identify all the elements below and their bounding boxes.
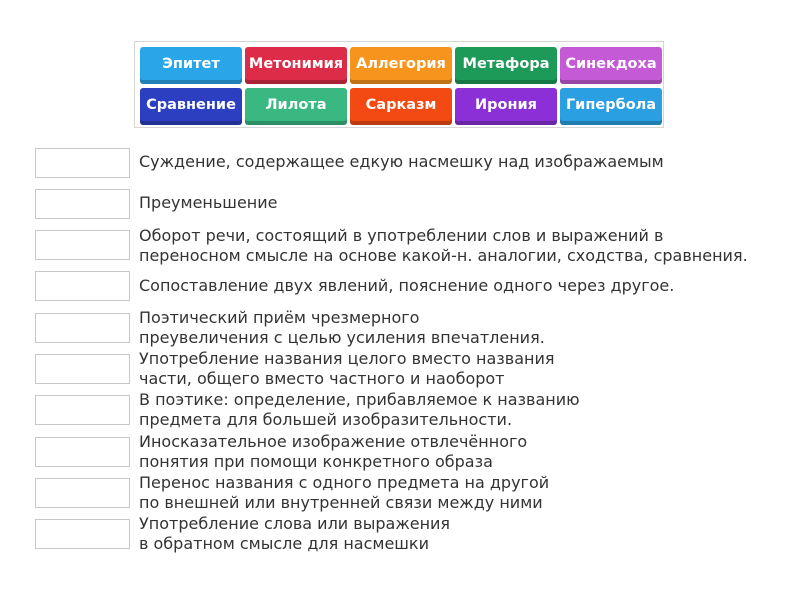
drop-target[interactable] [35,395,130,425]
drop-target[interactable] [35,519,130,549]
drop-target[interactable] [35,189,130,219]
definition-text: Суждение, содержащее едкую насмешку над изображаемым [139,152,664,171]
tile-metonymy[interactable]: Метонимия [245,47,347,84]
definition-text: Поэтический приём чрезмерного преувеличения с целью усиления впечатления. [139,308,545,347]
tile-comparison[interactable]: Сравнение [140,88,242,125]
definition-text: Иносказательное изображение отвлечённого понятия при помощи конкретного образа [139,432,528,471]
tile-allegory[interactable]: Аллегория [350,47,452,84]
definition-text: В поэтике: определение, прибавляемое к названию предмета для большей изобразительности. [139,390,580,429]
drop-target[interactable] [35,478,130,508]
tile-metaphor[interactable]: Метафора [455,47,557,84]
drop-target[interactable] [35,437,130,467]
definition-text: Сопоставление двух явлений, пояснение одного через другое. [139,276,675,295]
tile-synecdoche[interactable]: Синекдоха [560,47,662,84]
tile-hyperbole[interactable]: Гипербола [560,88,662,125]
drop-target[interactable] [35,230,130,260]
definition-text: Употребление названия целого вместо названия части, общего вместо частного и наоборот [139,349,555,388]
definition-text: Оборот речи, состоящий в употреблении слов и выражений в переносном смысле на основе какой-н. аналогии, сходства, сравнения. [139,226,748,265]
definition-text: Употребление слова или выражения в обратном смысле для насмешки [139,514,451,553]
definition-text: Перенос названия с одного предмета на другой по внешней или внутренней связи между ними [139,473,550,512]
tile-epithet[interactable]: Эпитет [140,47,242,84]
drop-target[interactable] [35,313,130,343]
drop-target[interactable] [35,354,130,384]
tile-irony[interactable]: Ирония [455,88,557,125]
tile-sarcasm[interactable]: Сарказм [350,88,452,125]
definition-text: Преуменьшение [139,193,278,212]
answer-tiles-panel [134,41,664,128]
drop-target[interactable] [35,271,130,301]
tile-litotes[interactable]: Лилота [245,88,347,125]
drop-target[interactable] [35,148,130,178]
